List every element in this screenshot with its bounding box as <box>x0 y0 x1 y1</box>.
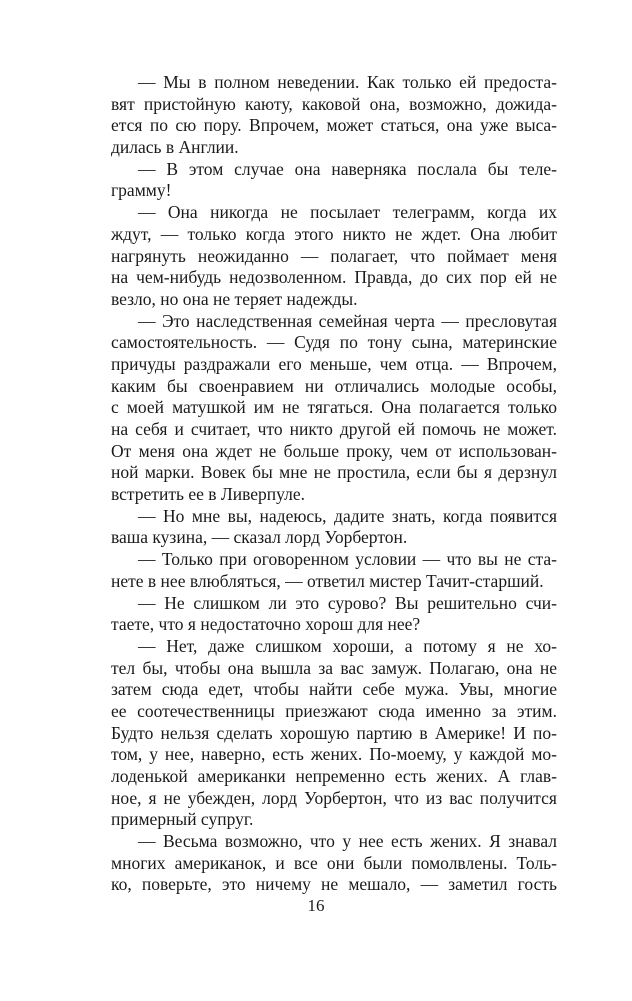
text-line: тел бы, чтобы она вышла за вас замуж. Полагаю, она не <box>111 657 557 678</box>
text-line: встретить ее в Ливерпуле. <box>111 484 306 505</box>
text-line: нагрянуть неожиданно — полагает, что поймает меня <box>111 245 557 266</box>
text-line: — Но мне вы, надеюсь, дадите знать, когда появится <box>138 505 557 526</box>
page-number: 16 <box>307 896 325 915</box>
text-line: дилась в Англии. <box>111 137 239 158</box>
text-line: нете в нее влюбляться, — ответил мистер Тачит-старший. <box>111 570 544 591</box>
text-line: Будто нельзя сделать хорошую партию в Америке! И по- <box>111 722 557 743</box>
text-line: — Это наследственная семейная черта — пресловутая <box>138 310 557 331</box>
text-line: таете, что я недостаточно хорош для нее? <box>111 614 421 635</box>
text-line: — Она никогда не посылает телеграмм, когда их <box>138 202 557 223</box>
text-line: на себя и считает, что никто другой ей помочь не может. <box>111 419 557 439</box>
text-line: ждут, — только когда этого никто не ждет. Она любит <box>111 223 557 244</box>
text-line: ее соотечественницы приезжают сюда именно за этим. <box>111 700 557 721</box>
text-line: самостоятельность. — Судя по тону сына, материнские <box>111 332 557 353</box>
text-line: лоденькой американки непременно есть жених. А глав- <box>111 766 557 786</box>
text-line: ное, я не убежден, лорд Уорбертон, что из вас получится <box>111 787 557 808</box>
text-line: примерный супруг. <box>111 809 254 830</box>
text-line: грамму! <box>111 180 172 201</box>
body-text <box>111 72 557 896</box>
text-line: ко, поверьте, это ничему не мешало, — заметил гость <box>111 874 557 895</box>
text-line: многих американок, и все они были помолвлены. Толь- <box>111 852 557 873</box>
text-line: — В этом случае она наверняка послала бы теле- <box>138 158 557 179</box>
text-line: — Только при оговоренном условии — что вы не ста- <box>138 549 557 570</box>
text-line: том, у нее, наверно, есть жених. По-моему, у каждой мо- <box>111 744 557 765</box>
text-line: — Нет, даже слишком хороши, а потому я не хо- <box>138 635 557 656</box>
text-line: От меня она ждет не больше проку, чем от использован- <box>111 440 557 461</box>
text-line: ваша кузина, — сказал лорд Уорбертон. <box>111 527 408 548</box>
text-line: вят пристойную каюту, каковой она, возможно, дожида- <box>111 93 557 114</box>
text-line: везло, но она не теряет надежды. <box>111 288 358 309</box>
text-line: на чем-нибудь недозволенном. Правда, до сих пор ей не <box>111 267 557 288</box>
text-line: затем сюда едет, чтобы найти себе мужа. Увы, многие <box>111 679 557 700</box>
text-line: причуды раздражали его меньше, чем отца. — Впрочем, <box>111 353 557 374</box>
text-line: ной марки. Вовек бы мне не простила, если бы я дерзнул <box>111 462 557 483</box>
text-line: каким бы своенравием ни отличались молодые особы, <box>111 375 557 396</box>
text-line: — Весьма возможно, что у нее есть жених. Я знавал <box>138 831 557 852</box>
text-line: — Мы в полном неведении. Как только ей предоста- <box>138 72 557 92</box>
text-line: — Не слишком ли это сурово? Вы решительно счи- <box>138 592 557 613</box>
text-line: с моей матушкой им не тягаться. Она полагается только <box>111 397 557 418</box>
text-line: ется по сю пору. Впрочем, может статься, она уже высa- <box>111 115 557 136</box>
